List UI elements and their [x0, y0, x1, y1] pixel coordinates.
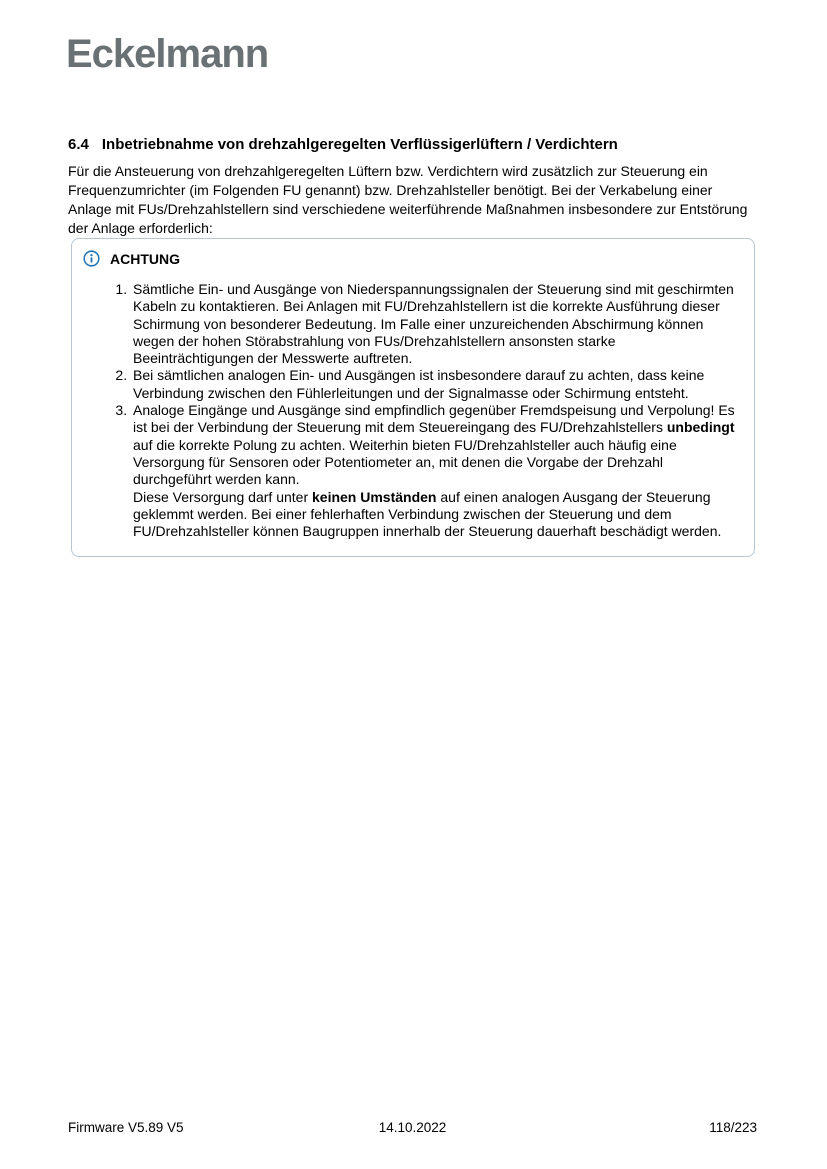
eckelmann-logo: Eckelmann	[66, 32, 269, 76]
section-title: Inbetriebnahme von drehzahlgeregelten Verflüssigerlüftern / Verdichtern	[101, 136, 618, 153]
intro-paragraph: Für die Ansteuerung von drehzahlgeregelten Lüftern bzw. Verdichtern wird zusätzlich zur Steuerung ein Frequenzumrichter (im Folgenden FU genannt) bzw. Drehzahlsteller benötigt. Bei der Verkabelung einer Anlage mit FUs/Drehzahlstellern sind verschiedene weiterführende Maßnahmen insbesondere zur Entstörung der Anlage erforderlich:	[68, 163, 748, 236]
notice-list-item: 2. Bei sämtlichen analogen Ein- und Ausgängen ist insbesondere darauf zu achten, dass keine Verbindung zwischen den Fühlerleitungen und der Signalmasse oder Schirmung entsteht.	[131, 367, 740, 402]
notice-list-item: 3. Analoge Eingänge und Ausgänge sind empfindlich gegenüber Fremdspeisung und Verpolung! Es ist bei der Verbindung der Steuerung mit dem Steuereingang des FU/Drehzahlstellers unbedingt auf die korrekte Polung zu achten. Weiterhin bieten FU/Drehzahlsteller auch häufig eine Versorgung für Sensoren oder Potentiometer an, mit denen die Vorgabe der Drehzahl durchgeführt werden kann. Diese Versorgung darf unter keinen Umständen auf einen analogen Ausgang der Steuerung geklemmt werden. Bei einer fehlerhaften Verbindung zwischen der Steuerung und dem FU/Drehzahlsteller können Baugruppen innerhalb der Steuerung dauerhaft beschädigt werden.	[131, 402, 740, 540]
footer-firmware-version: Firmware V5.89 V5	[68, 1120, 184, 1135]
notice-title: ACHTUNG	[110, 250, 180, 267]
info-icon	[83, 250, 100, 267]
footer-date: 14.10.2022	[378, 1120, 447, 1135]
attention-notice-box	[71, 238, 755, 557]
page-footer	[68, 1120, 757, 1136]
section-heading	[68, 136, 758, 154]
notice-list-item: 1. Sämtliche Ein- und Ausgänge von Niederspannungssignalen der Steuerung sind mit geschirmten Kabeln zu kontaktieren. Bei Anlagen mit FU/Drehzahlstellern ist die korrekte Ausführung dieser Schirmung von besonderer Bedeutung. Im Falle einer unzureichenden Abschirmung können wegen der hohen Störabstrahlung von FUs/Drehzahlstellern ansonsten starke Beeinträchtigungen der Messwerte auftreten.	[131, 281, 740, 367]
notice-list	[83, 281, 740, 540]
section-number: 6.4	[68, 136, 89, 153]
notice-header	[83, 250, 740, 267]
footer-page-number: 118/223	[709, 1120, 757, 1135]
